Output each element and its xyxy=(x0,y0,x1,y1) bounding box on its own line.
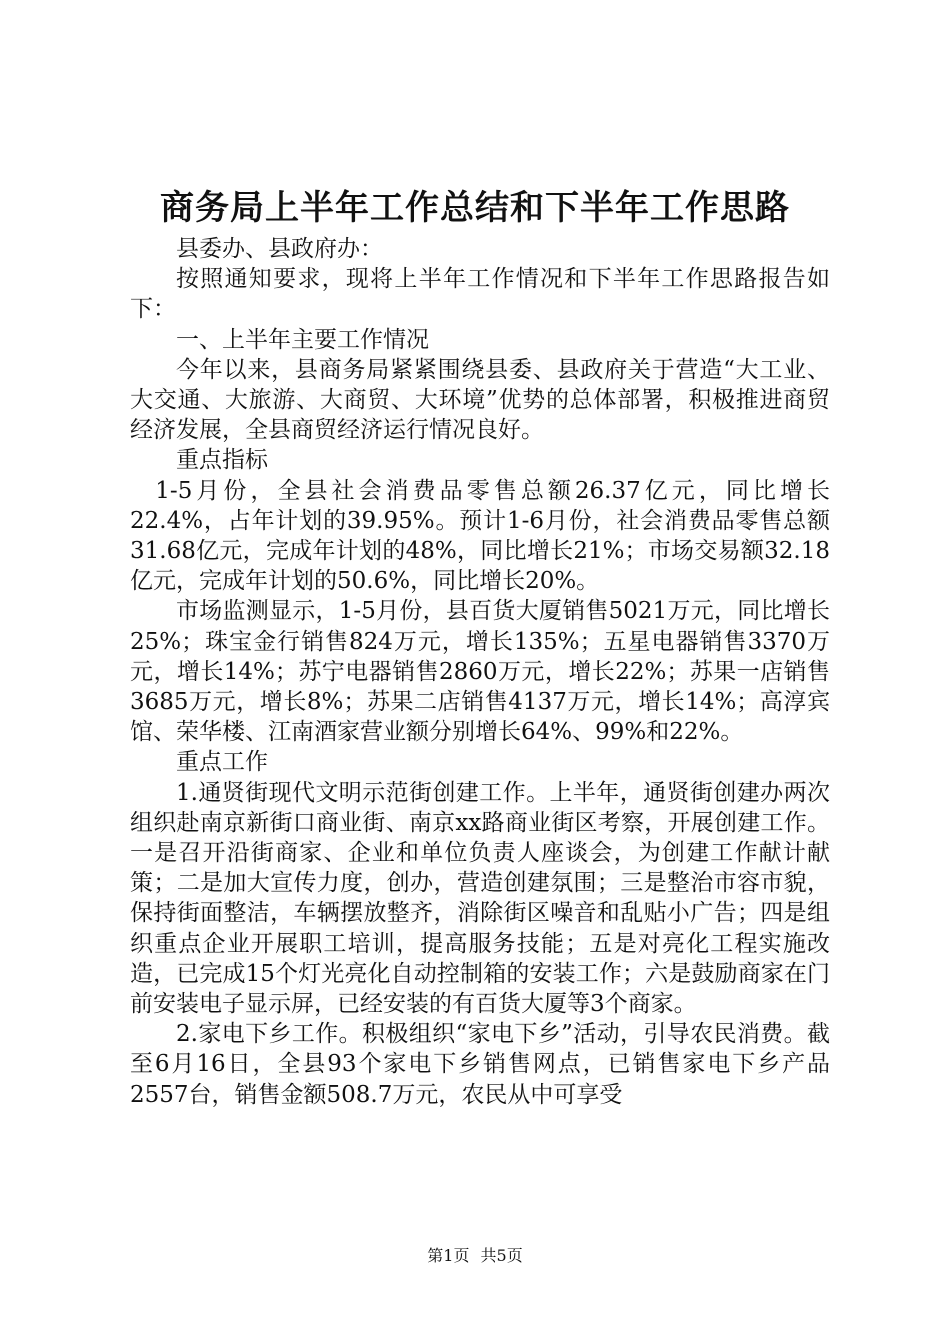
document-body xyxy=(130,234,830,1110)
page-number: 第1页 xyxy=(427,1246,470,1265)
overview-paragraph: 今年以来，县商务局紧紧围绕县委、县政府关于营造“大工业、大交通、大旅游、大商贸、大环境”优势的总体部署，积极推进商贸经济发展，全县商贸经济运行情况良好。 xyxy=(130,356,830,444)
market-monitoring-paragraph: 市场监测显示，1-5月份，县百货大厦销售5021万元，同比增长25%；珠宝金行销售824万元，增长135%；五星电器销售3370万元，增长14%；苏宁电器销售2860万元，增长22%；苏果一店销售3685万元，增长8%；苏果二店销售4137万元，增长14%；高淳宾馆、荣华楼、江南酒家营业额分别增长64%、99%和22%。 xyxy=(130,598,830,746)
page-footer xyxy=(0,1246,950,1266)
intro-paragraph: 按照通知要求，现将上半年工作情况和下半年工作思路报告如下： xyxy=(130,266,830,323)
subheading-key-indicators: 重点指标 xyxy=(176,447,268,474)
page-total: 共5页 xyxy=(480,1246,523,1265)
indicators-paragraph: 1-5月份，全县社会消费品零售总额26.37亿元，同比增长22.4%，占年计划的39.95%。预计1-6月份，社会消费品零售总额31.68亿元，完成年计划的48%，同比增长21%；市场交易额32.18亿元，完成年计划的50.6%，同比增长20%。 xyxy=(130,477,830,595)
salutation: 县委办、县政府办： xyxy=(176,236,383,262)
subheading-key-work: 重点工作 xyxy=(176,749,268,776)
work-item-2: 2.家电下乡工作。积极组织“家电下乡”活动，引导农民消费。截至6月16日，全县93个家电下乡销售网点，已销售家电下乡产品2557台，销售金额508.7万元，农民从中可享受 xyxy=(130,1021,830,1108)
work-item-1: 1.通贤街现代文明示范街创建工作。上半年，通贤街创建办两次组织赴南京新街口商业街、南京xx路商业街区考察，开展创建工作。一是召开沿街商家、企业和单位负责人座谈会，为创建工作献计献策；二是加大宣传力度，创办，营造创建氛围；三是整治市容市貌，保持街面整洁，车辆摆放整齐，消除街区噪音和乱贴小广告；四是组织重点企业开展职工培训，提高服务技能；五是对亮化工程实施改造，已完成15个灯光亮化自动控制箱的安装工作；六是鼓励商家在门前安装电子显示屏，已经安装的有百货大厦等3个商家。 xyxy=(130,779,830,1018)
section-heading: 一、上半年主要工作情况 xyxy=(176,326,429,353)
document-title: 商务局上半年工作总结和下半年工作思路 xyxy=(160,188,790,228)
